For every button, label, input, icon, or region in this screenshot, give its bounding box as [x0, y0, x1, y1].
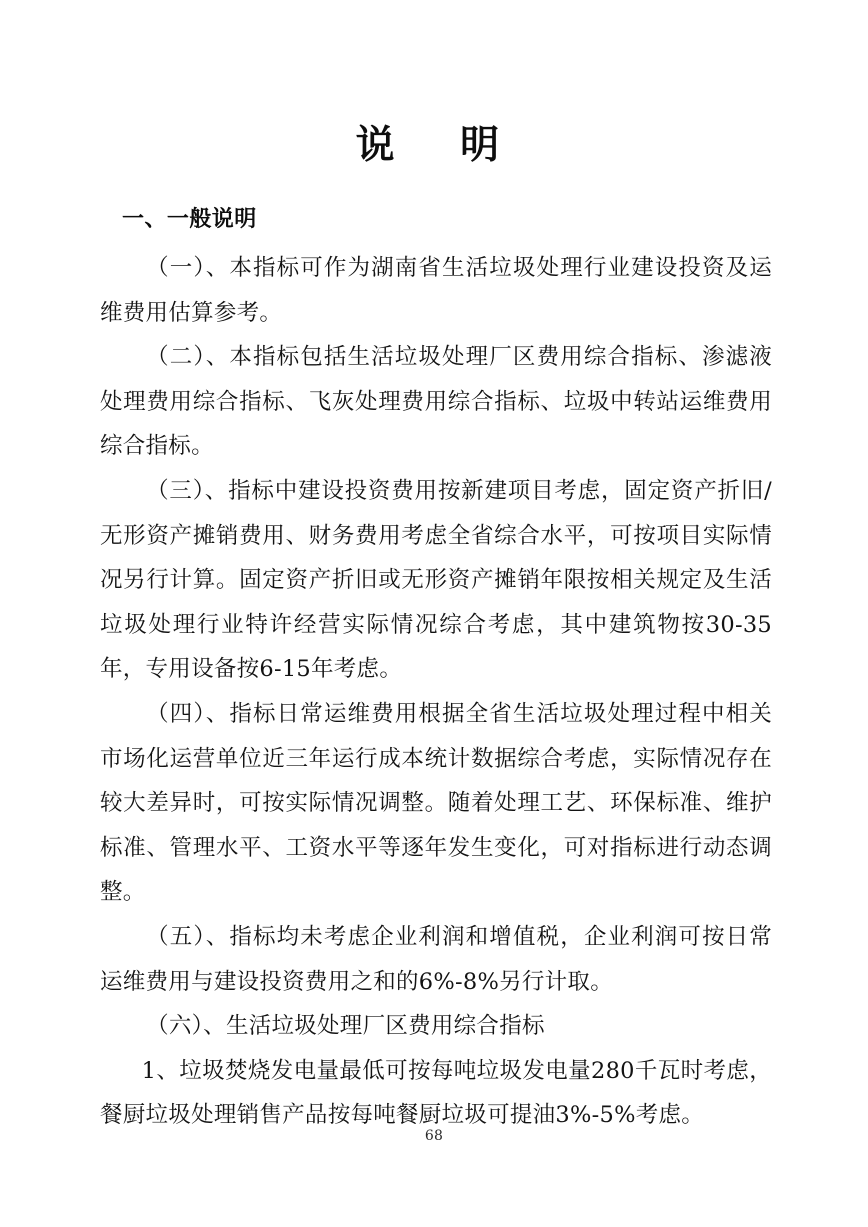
paragraph-2: （二）、本指标包括生活垃圾处理厂区费用综合指标、渗滤液处理费用综合指标、飞灰处理费用综合指标、垃圾中转站运维费用综合指标。 [100, 344, 772, 460]
page-number: 68 [424, 1128, 444, 1144]
paragraph-4: （四）、指标日常运维费用根据全省生活垃圾处理过程中相关市场化运营单位近三年运行成本统计数据综合考虑，实际情况存在较大差异时，可按实际情况调整。随着处理工艺、环保标准、维护标准、管理水平、工资水平等逐年发生变化，可对指标进行动态调整。 [100, 700, 772, 906]
section-heading-general: 一、一般说明 [122, 207, 257, 232]
paragraph-1: （一）、本指标可作为湖南省生活垃圾处理行业建设投资及运维费用估算参考。 [100, 255, 772, 326]
document-body [100, 200, 772, 1138]
page-title: 说 明 [355, 122, 513, 168]
paragraph-5: （五）、指标均未考虑企业利润和增值税，企业利润可按日常运维费用与建设投资费用之和的6%-8%另行计取。 [100, 923, 772, 995]
paragraph-6: （六）、生活垃圾处理厂区费用综合指标 [146, 1013, 545, 1040]
sub-item-1: 1、垃圾焚烧发电量最低可按每吨垃圾发电量280千瓦时考虑，餐厨垃圾处理销售产品按每吨餐厨垃圾可提油3%-5%考虑。 [100, 1057, 772, 1129]
paragraph-3: （三）、指标中建设投资费用按新建项目考虑，固定资产折旧/无形资产摊销费用、财务费用考虑全省综合水平，可按项目实际情况另行计算。固定资产折旧或无形资产摊销年限按相关规定及生活垃圾处理行业特许经营实际情况综合考虑，其中建筑物按30-35年，专用设备按6-15年考虑。 [100, 477, 772, 683]
